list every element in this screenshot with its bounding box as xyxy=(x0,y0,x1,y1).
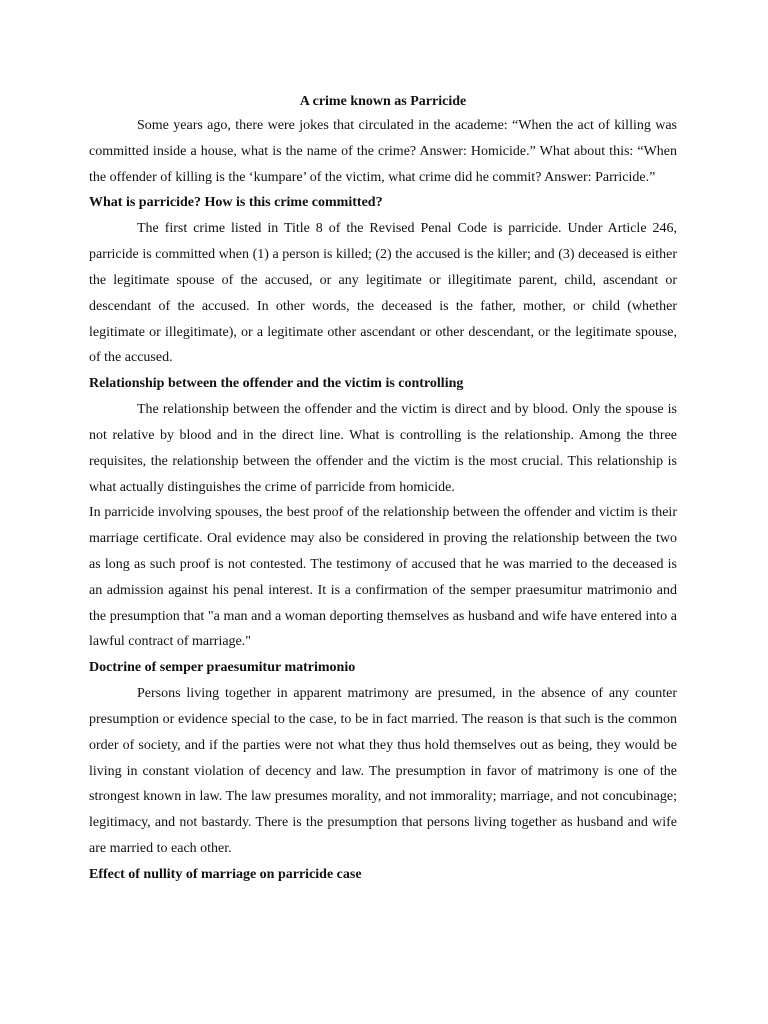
heading-what-is-parricide: What is parricide? How is this crime committed? xyxy=(89,195,383,211)
heading-nullity-effect: Effect of nullity of marriage on parricide case xyxy=(89,866,362,882)
document-page xyxy=(89,91,677,888)
heading-doctrine: Doctrine of semper praesumitur matrimonio xyxy=(89,660,356,676)
heading-relationship: Relationship between the offender and the victim is controlling xyxy=(89,376,464,392)
document-title: A crime known as Parricide xyxy=(299,94,467,109)
paragraph-relationship: The relationship between the offender and the victim is direct and by blood. Only the spouse is not relative by blood and in the direct line. What is controlling is the relationship. Among the three requisites, the relationship between the offender and the victim is the most crucial. This relationship is what actually distinguishes the crime of parricide from homicide. xyxy=(89,402,677,495)
paragraph-intro: Some years ago, there were jokes that circulated in the academe: “When the act of killing was committed inside a house, what is the name of the crime? Answer: Homicide.” What about this: “When the offender of killing is the ‘kumpare’ of the victim, what crime did he commit? Answer: Parricide.” xyxy=(89,118,677,185)
paragraph-definition: The first crime listed in Title 8 of the Revised Penal Code is parricide. Under Article 246, parricide is committed when (1) a person is killed; (2) the accused is the killer; and (3) deceased is either the legitimate spouse of the accused, or any legitimate or illegitimate parent, child, ascendant or descendant of the accused. In other words, the deceased is the father, mother, or child (whether legitimate or illegitimate), or a legitimate other ascendant or other descendant, or the legitimate spouse, of the accused. xyxy=(89,221,677,366)
paragraph-spouses-proof: In parricide involving spouses, the best proof of the relationship between the offender and victim is their marriage certificate. Oral evidence may also be considered in proving the relationship between the two as long as such proof is not contested. The testimony of accused that he was married to the deceased is an admission against his penal interest. It is a confirmation of the semper praesumitur matrimonio and the presumption that "a man and a woman deporting themselves as husband and wife have entered into a lawful contract of marriage." xyxy=(89,505,677,650)
paragraph-doctrine: Persons living together in apparent matrimony are presumed, in the absence of any counter presumption or evidence special to the case, to be in fact married. The reason is that such is the common order of society, and if the parties were not what they thus hold themselves out as being, they would be living in constant violation of decency and law. The presumption in favor of matrimony is one of the strongest known in law. The law presumes morality, and not immorality; marriage, and not concubinage; legitimacy, and not bastardy. There is the presumption that persons living together as husband and wife are married to each other. xyxy=(89,686,677,856)
